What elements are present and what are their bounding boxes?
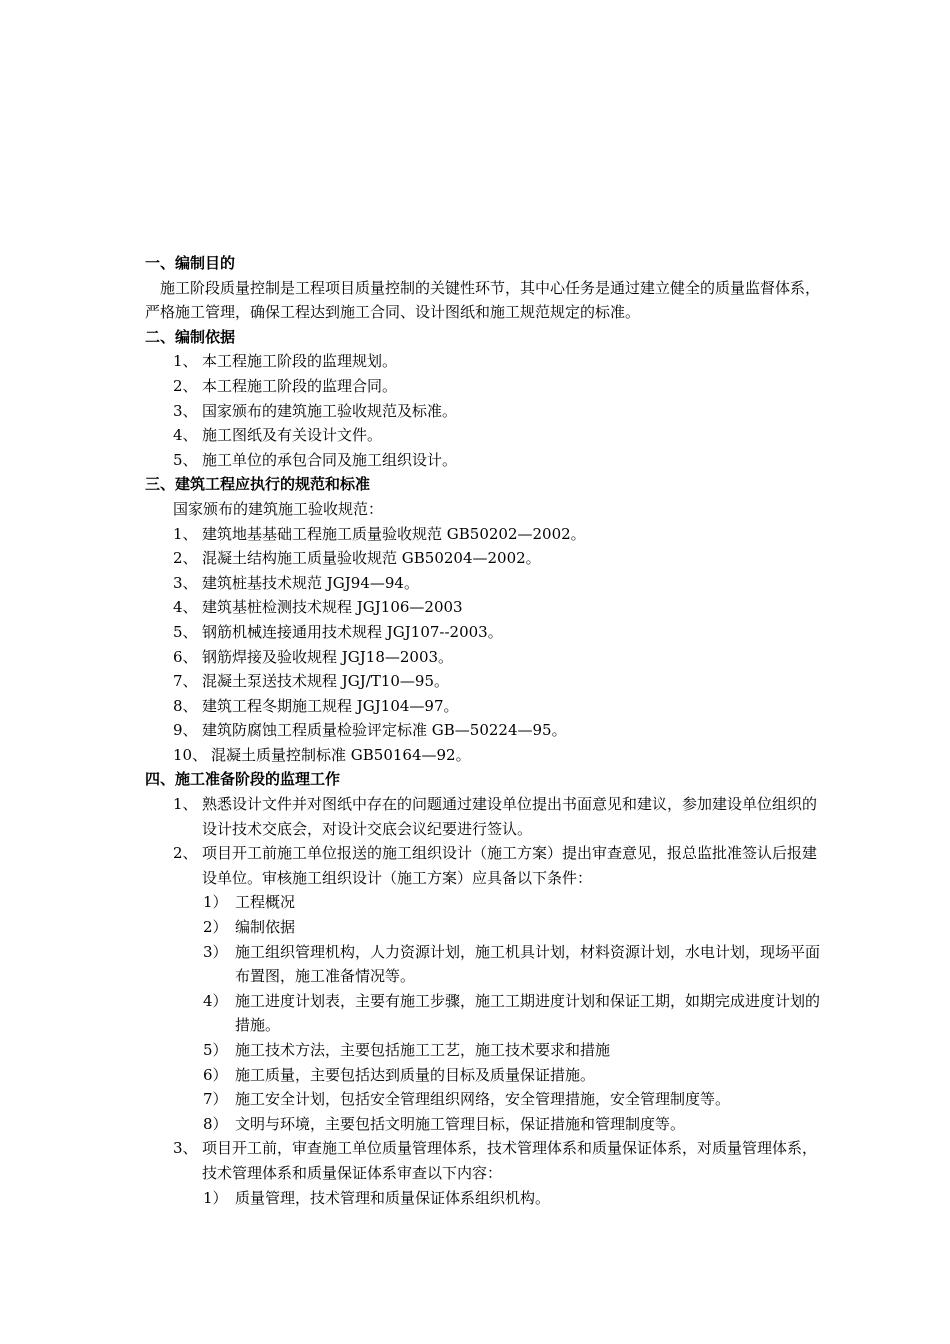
item-text: 建筑桩基技术规范 JGJ94—94。 <box>202 573 419 592</box>
sub-list-item <box>145 915 825 940</box>
item-number: 1、 <box>173 795 198 814</box>
sub-item-number: 2） <box>203 918 228 937</box>
section-1-heading: 一、编制目的 <box>145 254 236 272</box>
sub-list-item <box>145 1112 825 1137</box>
sub-list-item <box>145 940 825 989</box>
sub-item-number: 8） <box>203 1114 228 1133</box>
item-text: 建筑基桩检测技术规程 JGJ106—2003 <box>202 598 463 617</box>
sub-item-number: 1） <box>203 893 228 912</box>
sub-item-text: 编制依据 <box>235 918 296 937</box>
sub-item-number: 6） <box>203 1065 228 1084</box>
sub-list-item <box>145 1038 825 1063</box>
item-number: 9、 <box>173 721 198 740</box>
list-item <box>145 423 825 448</box>
sub-item-number: 4） <box>203 991 228 1010</box>
item-text: 国家颁布的建筑施工验收规范及标准。 <box>202 401 458 420</box>
item-number: 7、 <box>173 672 198 691</box>
list-item <box>145 743 825 768</box>
sub-item-text: 质量管理，技术管理和质量保证体系组织机构。 <box>235 1188 551 1207</box>
sub-item-text: 施工质量，主要包括达到质量的目标及质量保证措施。 <box>235 1065 596 1084</box>
item-text: 混凝土质量控制标准 GB50164—92。 <box>211 745 471 764</box>
section-1-paragraph: 施工阶段质量控制是工程项目质量控制的关键性环节，其中心任务是通过建立健全的质量监督体系，严格施工管理，确保工程达到施工合同、设计图纸和施工规范规定的标准。 <box>145 278 821 322</box>
item-text: 建筑工程冬期施工规程 JGJ104—97。 <box>202 696 459 715</box>
item-text: 建筑地基基础工程施工质量验收规范 GB50202—2002。 <box>202 524 586 543</box>
item-number: 8、 <box>173 696 198 715</box>
list-item <box>145 595 825 620</box>
item-text: 熟悉设计文件并对图纸中存在的问题通过建设单位提出书面意见和建议，参加建设单位组织的设计技术交底会，对设计交底会议纪要进行签认。 <box>202 795 818 838</box>
item-number: 2、 <box>173 376 198 395</box>
item-number: 3、 <box>173 1139 198 1158</box>
sub-item-text: 施工进度计划表，主要有施工步骤，施工工期进度计划和保证工期，如期完成进度计划的措施。 <box>235 991 821 1035</box>
item-number: 5、 <box>173 450 198 469</box>
section-3-intro: 国家颁布的建筑施工验收规范： <box>173 499 384 518</box>
list-item <box>145 571 825 596</box>
list-item <box>145 349 825 374</box>
item-number: 3、 <box>173 573 198 592</box>
list-item <box>145 645 825 670</box>
item-text: 项目开工前，审查施工单位质量管理体系，技术管理体系和质量保证体系，对质量管理体系，技术管理体系和质量保证体系审查以下内容： <box>202 1139 818 1182</box>
sub-item-text: 施工技术方法，主要包括施工工艺，施工技术要求和措施 <box>235 1041 611 1059</box>
list-item <box>145 694 825 719</box>
item-number: 4、 <box>173 426 198 445</box>
item-text: 钢筋焊接及验收规程 JGJ18—2003。 <box>202 647 454 666</box>
item-text: 混凝土泵送技术规程 JGJ/T10—95。 <box>202 672 450 691</box>
list-item <box>145 448 825 473</box>
list-item <box>145 841 825 890</box>
sub-list-item <box>145 890 825 915</box>
sub-item-number: 7） <box>203 1090 228 1109</box>
item-text: 项目开工前施工单位报送的施工组织设计（施工方案）提出审查意见，报总监批准签认后报建设单位。审核施工组织设计（施工方案）应具备以下条件： <box>202 844 818 887</box>
sub-item-text: 施工安全计划，包括安全管理组织网络，安全管理措施，安全管理制度等。 <box>235 1090 731 1109</box>
item-text: 本工程施工阶段的监理规划。 <box>202 352 398 371</box>
document-body <box>145 251 825 1210</box>
item-number: 4、 <box>173 598 198 617</box>
sub-item-number: 5） <box>203 1041 228 1059</box>
list-item <box>145 522 825 547</box>
list-item <box>145 1136 825 1185</box>
item-text: 施工单位的承包合同及施工组织设计。 <box>202 450 458 469</box>
item-text: 钢筋机械连接通用技术规程 JGJ107--2003。 <box>202 622 503 641</box>
sub-item-number: 1） <box>203 1188 228 1207</box>
item-text: 本工程施工阶段的监理合同。 <box>202 376 398 395</box>
list-item <box>145 374 825 399</box>
item-text: 建筑防腐蚀工程质量检验评定标准 GB—50224—95。 <box>202 721 567 740</box>
list-item <box>145 669 825 694</box>
sub-list-item <box>145 1063 825 1088</box>
sub-item-text: 文明与环境，主要包括文明施工管理目标，保证措施和管理制度等。 <box>235 1114 686 1133</box>
item-number: 2、 <box>173 844 198 863</box>
item-number: 10、 <box>173 745 208 764</box>
list-item <box>145 718 825 743</box>
item-number: 1、 <box>173 524 198 543</box>
item-number: 5、 <box>173 622 198 641</box>
item-number: 6、 <box>173 647 198 666</box>
sub-item-number: 3） <box>203 942 228 961</box>
sub-list-item <box>145 989 825 1038</box>
item-text: 混凝土结构施工质量验收规范 GB50204—2002。 <box>202 549 541 568</box>
item-number: 3、 <box>173 401 198 420</box>
list-item <box>145 620 825 645</box>
item-number: 1、 <box>173 352 198 371</box>
list-item <box>145 399 825 424</box>
section-2-heading: 二、编制依据 <box>145 327 236 346</box>
sub-list-item <box>145 1087 825 1112</box>
item-number: 2、 <box>173 549 198 568</box>
section-3-heading: 三、建筑工程应执行的规范和标准 <box>145 475 371 494</box>
sub-item-text: 工程概况 <box>235 893 296 912</box>
list-item <box>145 546 825 571</box>
sub-list-item <box>145 1186 825 1211</box>
section-4-heading: 四、施工准备阶段的监理工作 <box>145 770 341 789</box>
sub-item-text: 施工组织管理机构，人力资源计划，施工机具计划，材料资源计划，水电计划，现场平面布置图，施工准备情况等。 <box>235 942 821 986</box>
item-text: 施工图纸及有关设计文件。 <box>202 426 383 445</box>
list-item <box>145 792 825 841</box>
